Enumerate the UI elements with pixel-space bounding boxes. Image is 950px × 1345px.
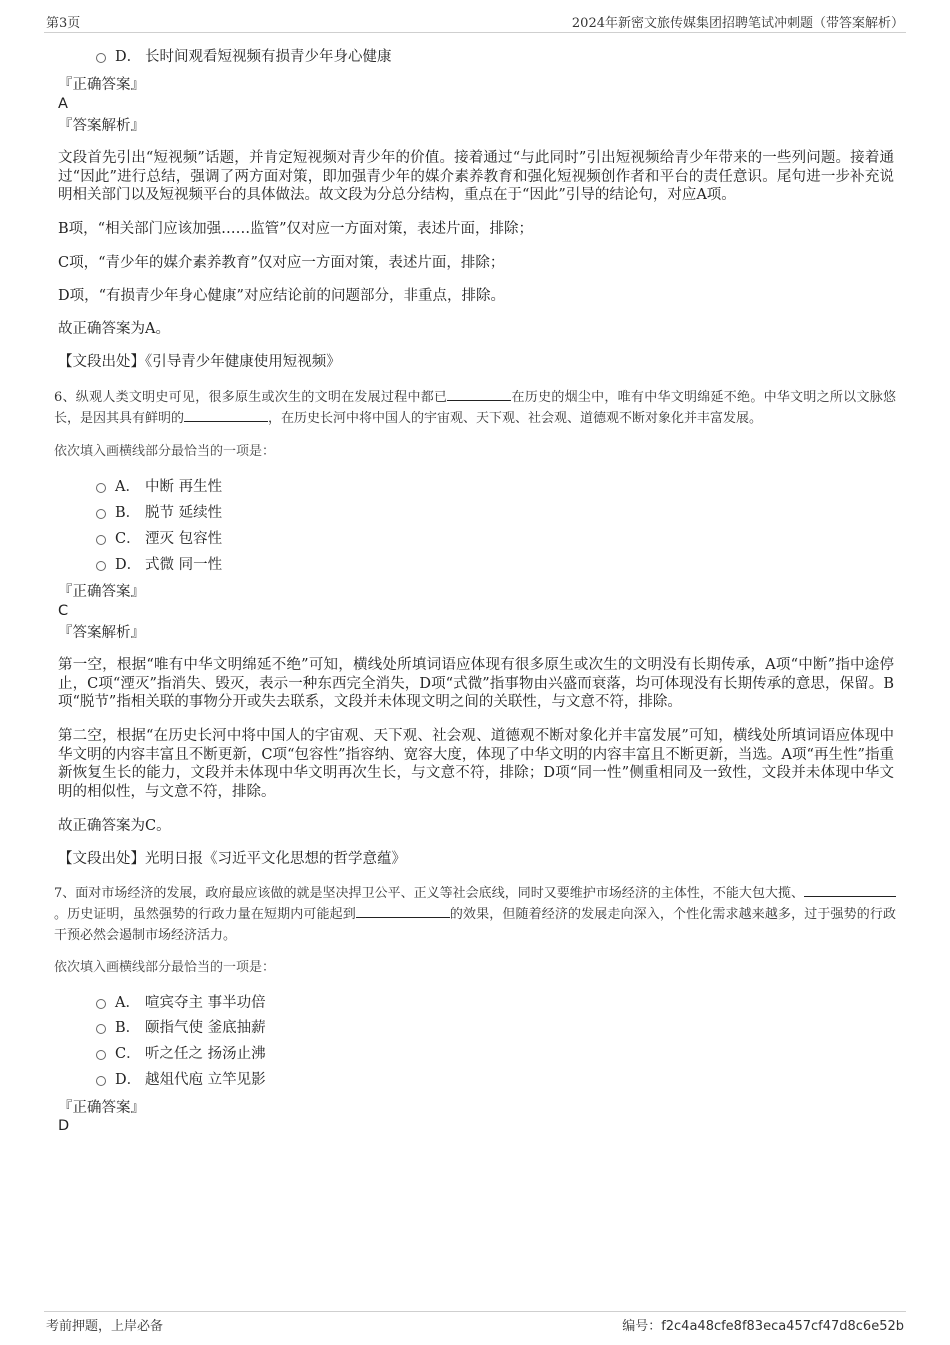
q7-option-d[interactable]: D． 越俎代庖 立竿见影 <box>96 1070 266 1090</box>
q6-option-b[interactable]: B． 脱节 延续性 <box>96 503 222 523</box>
analysis-paragraph: 第一空，根据“唯有中华文明绵延不绝”可知，横线处所填词语应体现有很多原生或次生的文明没有长期传承，A项“中断”指中途停止，C项“湮灭”指消失、毁灭，表示一种东西完全消失，D项“式微”指事物由兴盛而衰落，均可体现没有长期传承的意思，保留。B项“脱节”指相关联的事物分开或失去联系，文段并未体现文明之间的关联性，与文意不符，排除。 <box>58 657 894 710</box>
page-number: 第3页 <box>46 16 81 31</box>
analysis-label: 『答案解析』 <box>58 625 145 641</box>
document-id: 编号：f2c4a48cfe8f83eca457cf47d8c6e52b <box>622 1319 904 1334</box>
radio-icon[interactable] <box>96 1076 106 1086</box>
source-citation: 【文段出处】光明日报《习近平文化思想的哲学意蕴》 <box>58 851 406 867</box>
radio-icon[interactable] <box>96 561 106 571</box>
q6-option-a[interactable]: A． 中断 再生性 <box>96 477 222 497</box>
fill-blank <box>356 904 450 918</box>
answer-value: C <box>58 603 69 619</box>
document-title: 2024年新密文旅传媒集团招聘笔试冲刺题（带答案解析） <box>571 16 904 31</box>
radio-icon[interactable] <box>96 999 106 1009</box>
analysis-paragraph: D项，“有损青少年身心健康”对应结论前的问题部分，非重点，排除。 <box>58 288 505 304</box>
radio-icon[interactable] <box>96 1024 106 1034</box>
analysis-paragraph: 文段首先引出“短视频”话题，并肯定短视频对青少年的价值。接着通过“与此同时”引出短视频给青少年带来的一些列问题。接着通过“因此”进行总结，强调了两方面对策，即加强青少年的媒介素养教育和强化短视频创作者和平台的责任意识。尾句进一步补充说明相关部门以及短视频平台的具体做法。故文段为分总分结构，重点在于“因此”引导的结论句，对应A项。 <box>58 150 894 203</box>
q7-option-c[interactable]: C． 听之任之 扬汤止沸 <box>96 1044 266 1064</box>
page-header <box>44 12 906 33</box>
fill-blank <box>804 883 896 897</box>
q7-option-b[interactable]: B． 颐指气使 釜底抽薪 <box>96 1018 266 1038</box>
fill-blank <box>184 408 268 422</box>
question-7-stem: 7、面对市场经济的发展，政府最应该做的就是坚决捍卫公平、正义等社会底线，同时又要维护市场经济的主体性，不能大包大揽、。历史证明，虽然强势的行政力量在短期内可能起到 的效果，但随着经济的发展走向深入，个性化需求越来越多，过于强势的行政干预必然会遏制市场经济活力。 <box>54 883 896 946</box>
source-citation: 【文段出处】《引导青少年健康使用短视频》 <box>58 354 341 370</box>
page-footer <box>44 1311 906 1334</box>
radio-icon[interactable] <box>96 53 106 63</box>
answer-value: A <box>58 96 68 112</box>
answer-value: D <box>58 1118 70 1134</box>
footer-slogan: 考前押题，上岸必备 <box>46 1319 164 1334</box>
analysis-paragraph: 第二空，根据“在历史长河中将中国人的宇宙观、天下观、社会观、道德观不断对象化并丰富发展”可知，横线处所填词语应体现中华文明的内容丰富且不断更新，C项“包容性”指容纳、宽容大度，体现了中华文明的内容丰富且不断更新，当选。A项“再生性”指重新恢复生长的能力，文段并未体现中华文明再次生长，与文意不符，排除；D项“同一性”侧重相同及一致性，文段并未体现中华文明的相似性，与文意不符，排除。 <box>58 728 894 800</box>
answer-label: 『正确答案』 <box>58 584 145 600</box>
q7-option-a[interactable]: A． 喧宾夺主 事半功倍 <box>96 993 266 1013</box>
answer-label: 『正确答案』 <box>58 77 145 93</box>
question-6-stem: 6、纵观人类文明史可见，很多原生或次生的文明在发展过程中都已 在历史的烟尘中，唯有中华文明绵延不绝。中华文明之所以文脉悠长，是因其具有鲜明的 ，在历史长河中将中国人的宇宙观、天下观、社会观、道德观不断对象化并丰富发展。 <box>54 387 896 429</box>
analysis-paragraph: C项，“青少年的媒介素养教育”仅对应一方面对策，表述片面，排除； <box>58 255 505 271</box>
q6-option-d[interactable]: D． 式微 同一性 <box>96 555 222 575</box>
answer-label: 『正确答案』 <box>58 1100 145 1116</box>
radio-icon[interactable] <box>96 535 106 545</box>
analysis-paragraph: 故正确答案为A。 <box>58 321 170 337</box>
fill-blank <box>447 387 511 401</box>
radio-icon[interactable] <box>96 509 106 519</box>
analysis-label: 『答案解析』 <box>58 118 145 134</box>
question-prompt: 依次填入画横线部分最恰当的一项是： <box>54 960 276 975</box>
analysis-paragraph: B项，“相关部门应该加强……监管”仅对应一方面对策，表述片面，排除； <box>58 221 533 237</box>
q5-option-d[interactable]: D． 长时间观看短视频有损青少年身心健康 <box>96 47 392 67</box>
analysis-paragraph: 故正确答案为C。 <box>58 818 171 834</box>
radio-icon[interactable] <box>96 483 106 493</box>
question-prompt: 依次填入画横线部分最恰当的一项是： <box>54 444 276 459</box>
q6-option-c[interactable]: C． 湮灭 包容性 <box>96 529 222 549</box>
radio-icon[interactable] <box>96 1050 106 1060</box>
